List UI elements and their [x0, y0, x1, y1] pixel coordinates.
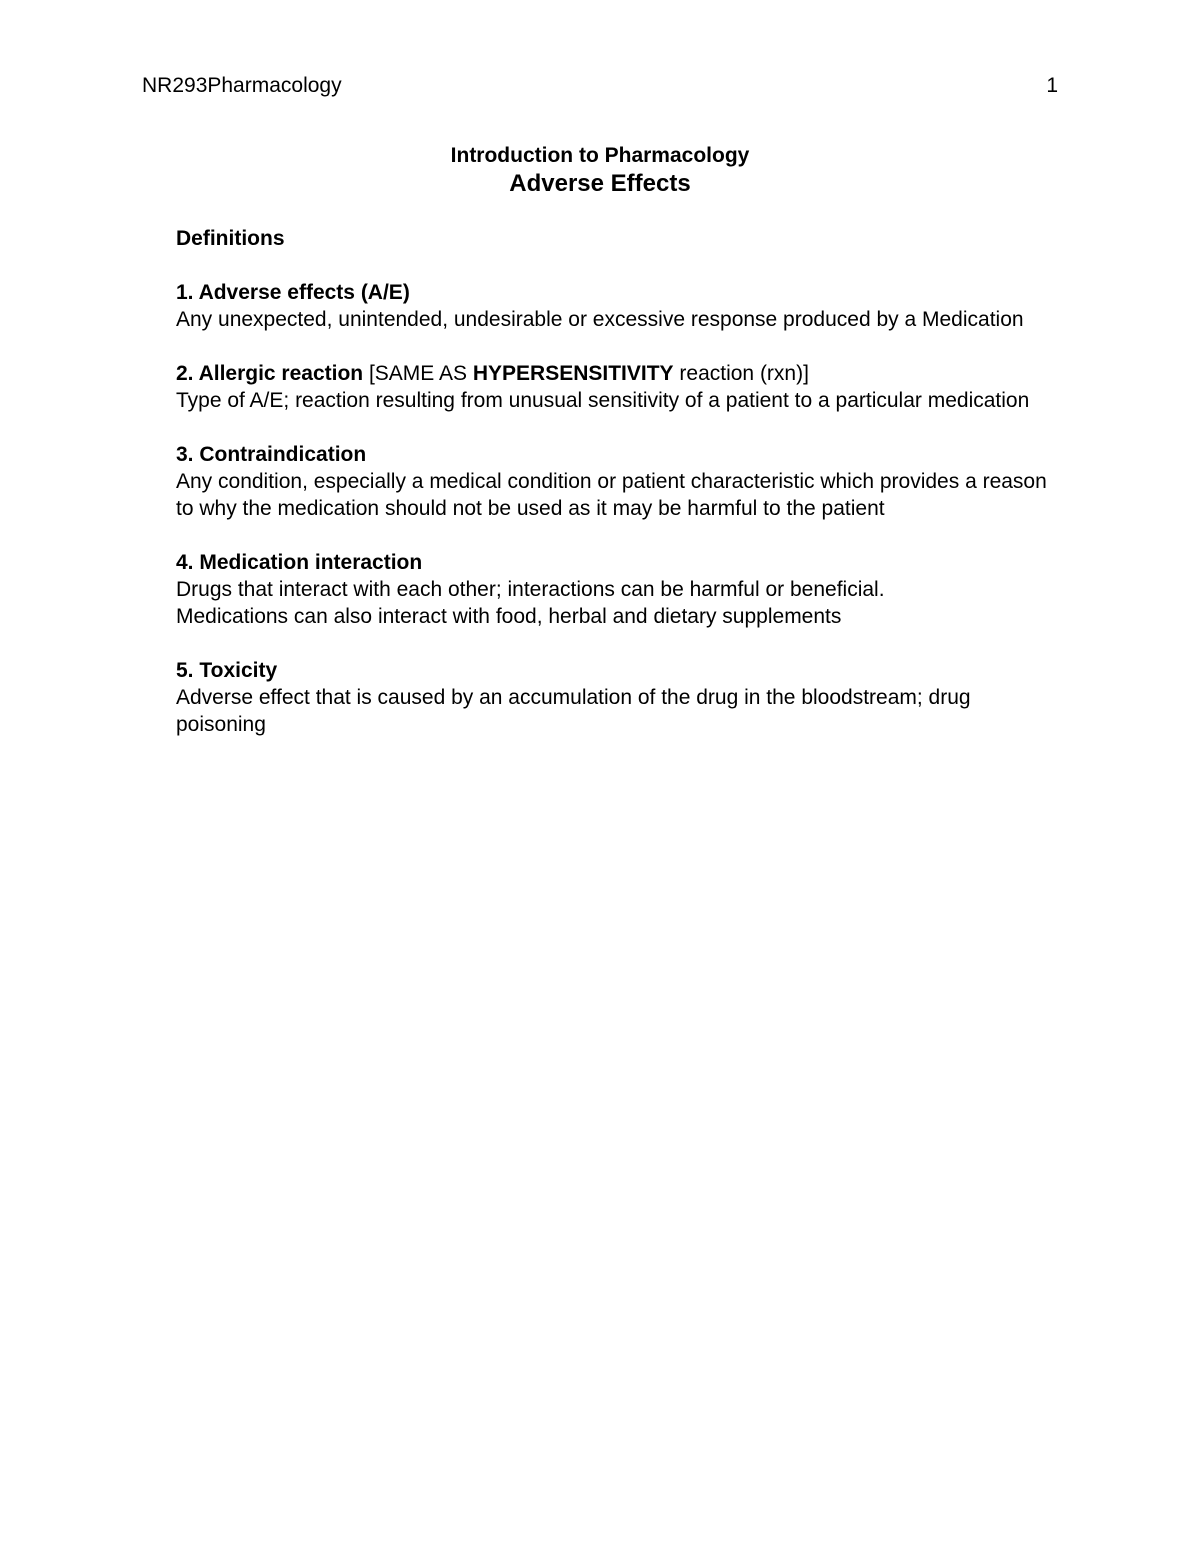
- page-number: 1: [1046, 74, 1058, 97]
- definition-contraindication: [176, 441, 1066, 522]
- running-header: NR293Pharmacology: [142, 74, 342, 97]
- definition-term: 1. Adverse effects (A/E): [176, 281, 410, 304]
- definition-toxicity: [176, 657, 1066, 738]
- definition-text-line-2: Medications can also interact with food, herbal and dietary supplements: [176, 605, 842, 628]
- term-note-post: reaction (rxn)]: [673, 362, 809, 385]
- term-note-pre: [SAME AS: [363, 362, 473, 385]
- definition-text: Adverse effect that is caused by an accumulation of the drug in the bloodstream; drug poisoning: [176, 686, 971, 736]
- definition-term: 3. Contraindication: [176, 443, 367, 466]
- document-subtitle: Adverse Effects: [509, 170, 691, 197]
- definition-term: 2. Allergic reaction: [176, 362, 364, 385]
- definition-term: 5. Toxicity: [176, 659, 278, 682]
- definition-term-line: [176, 360, 1066, 387]
- section-heading: Definitions: [176, 227, 285, 250]
- definition-text-line-1: Drugs that interact with each other; interactions can be harmful or beneficial.: [176, 578, 885, 601]
- document-title: Introduction to Pharmacology: [450, 144, 750, 167]
- definition-text: Any unexpected, unintended, undesirable or excessive response produced by a Medication: [176, 308, 1024, 331]
- definition-adverse-effects: [176, 279, 1066, 333]
- definition-text: Any condition, especially a medical condition or patient characteristic which provides a reason to why the medication should not be used as it may be harmful to the patient: [176, 470, 1047, 520]
- document-body: [176, 225, 1066, 765]
- definition-medication-interaction: [176, 549, 1066, 630]
- definition-allergic-reaction: [176, 360, 1066, 414]
- definition-text: Type of A/E; reaction resulting from unusual sensitivity of a patient to a particular medication: [176, 389, 1030, 412]
- term-note-emphasis: HYPERSENSITIVITY: [472, 362, 674, 385]
- definition-term: 4. Medication interaction: [176, 551, 423, 574]
